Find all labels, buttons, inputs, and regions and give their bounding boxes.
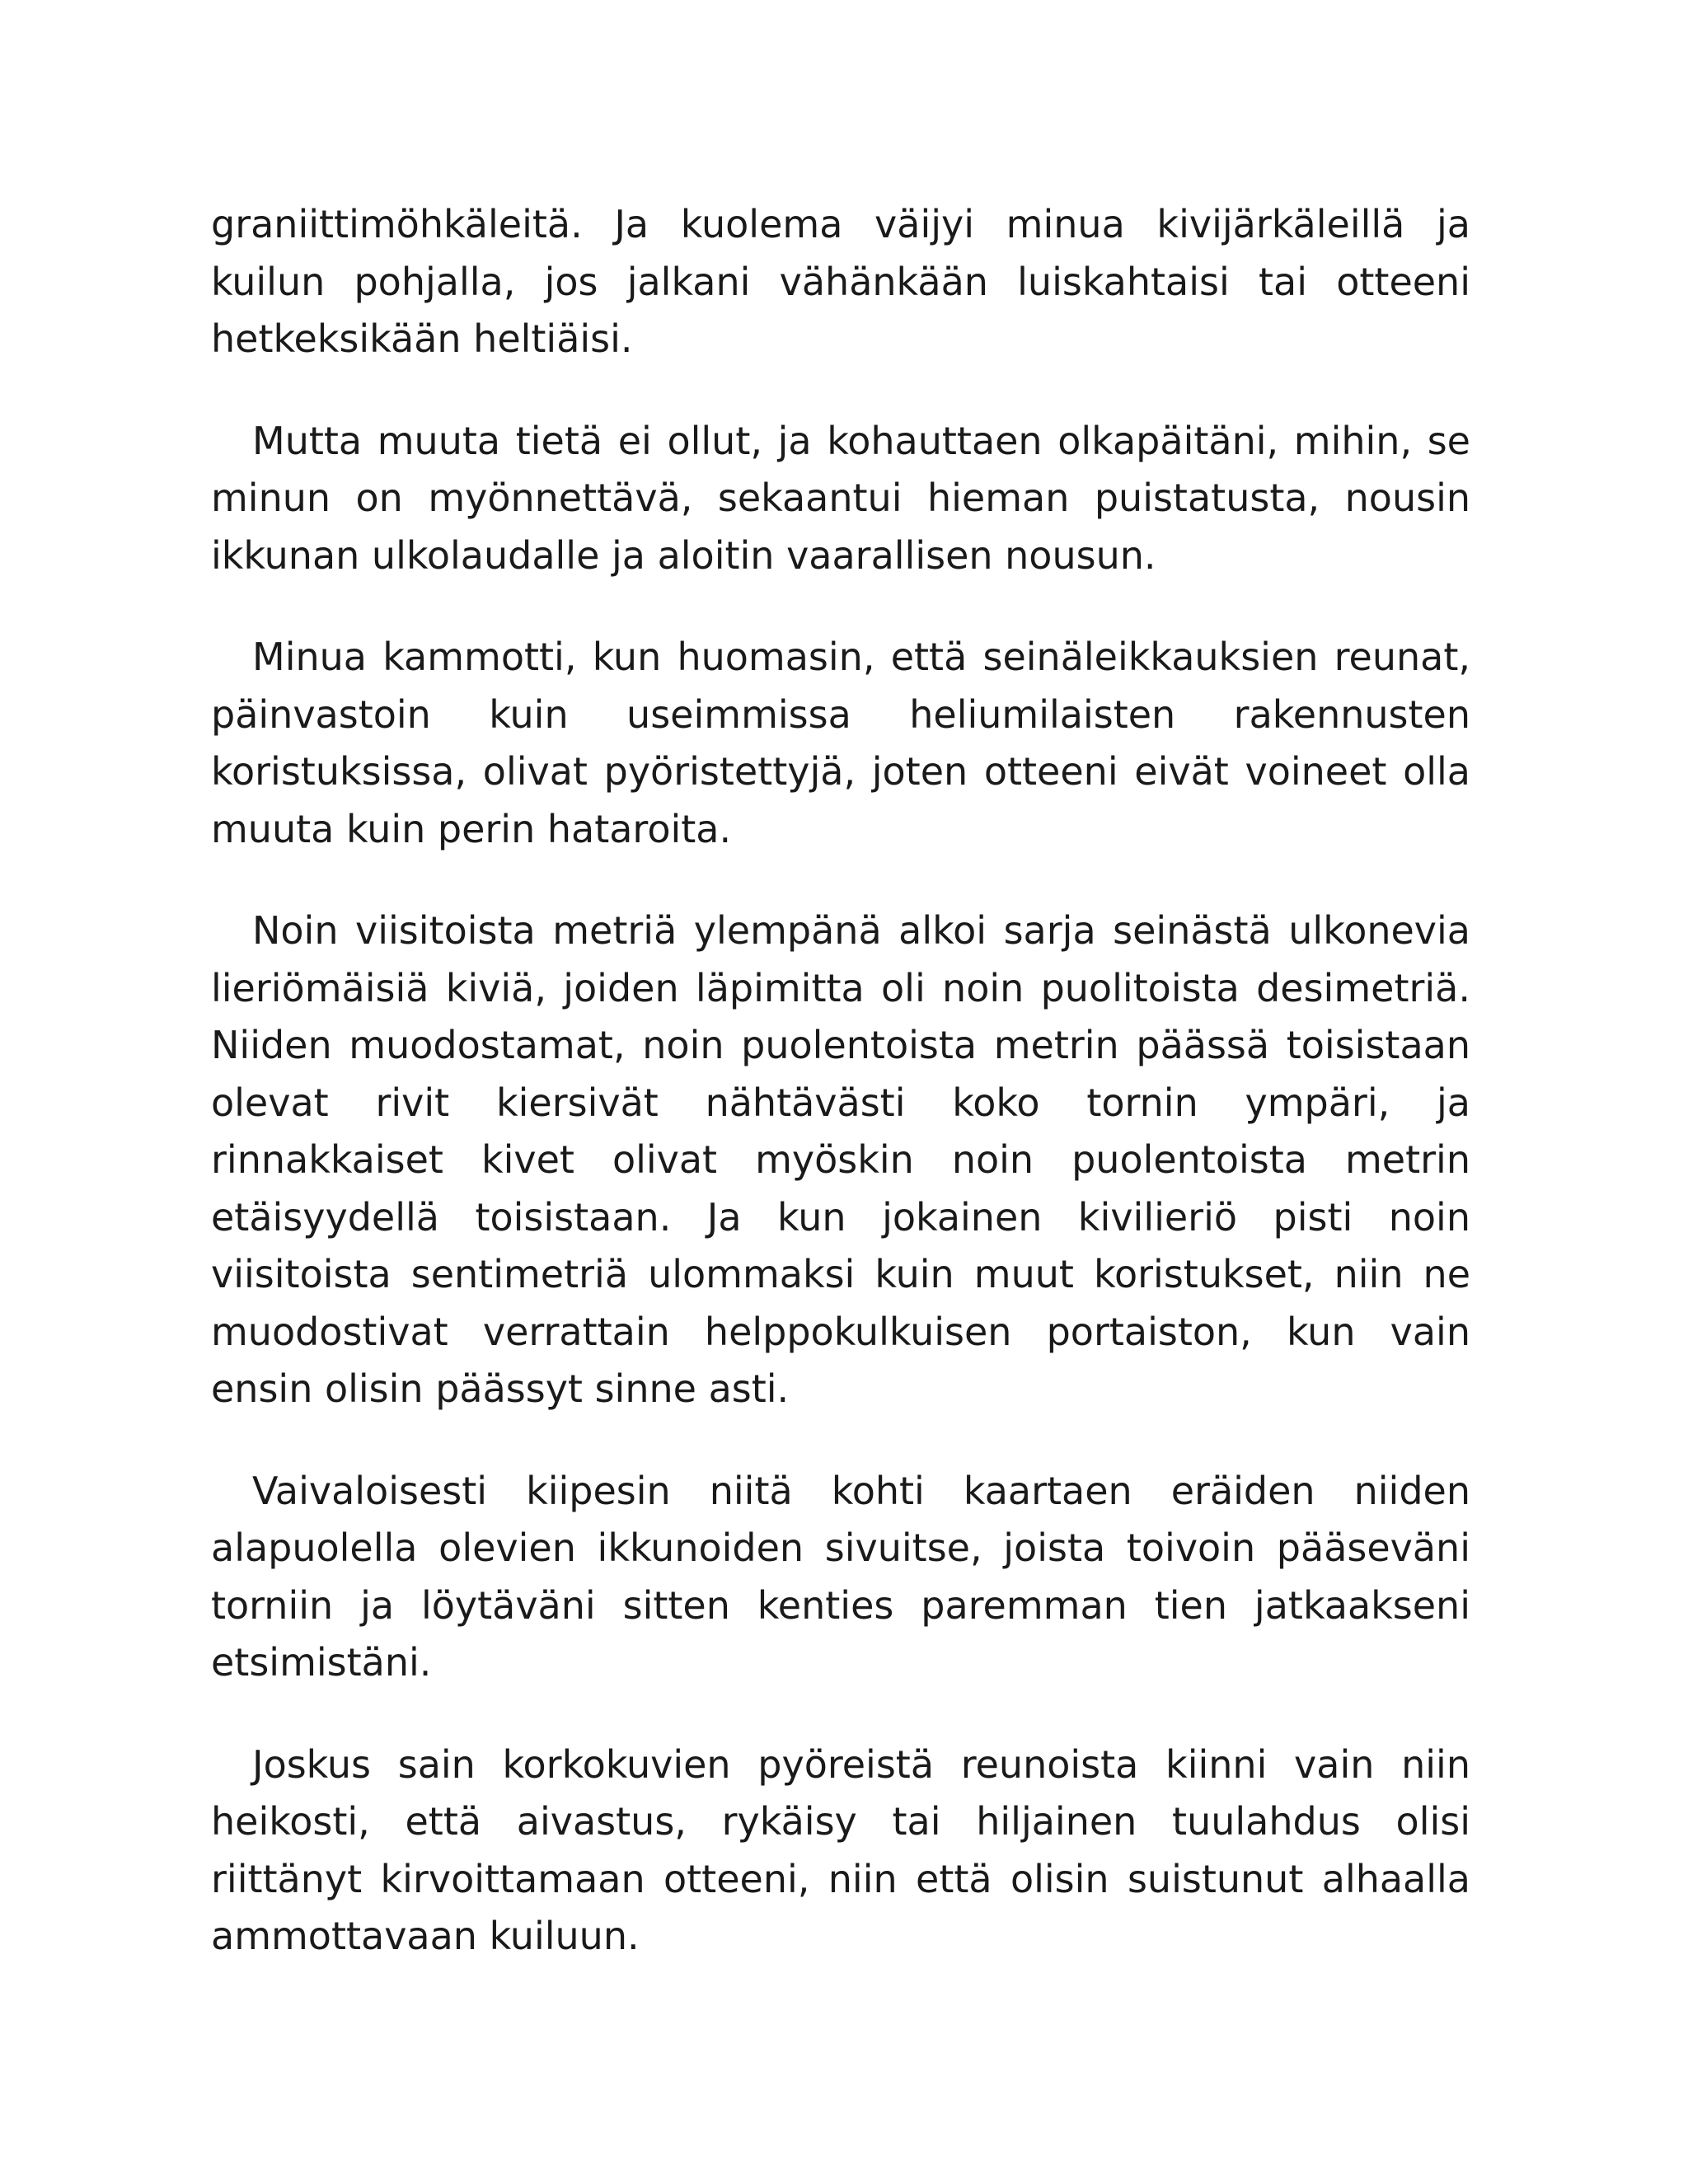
paragraph-continued: graniittimöhkäleitä. Ja kuolema väijyi minua kivijärkäleillä ja kuilun pohjalla, jos jalkani vähänkään luiskahtaisi tai otteeni hetkeksikään heltiäisi.	[211, 202, 1470, 361]
paragraph: Minua kammotti, kun huomasin, että seinäleikkauksien reunat, päinvastoin kuin useimmissa heliumilaisten rakennusten koristuksissa, olivat pyöristettyjä, joten otteeni eivät voineet olla muuta kuin perin hataroita.	[211, 635, 1470, 851]
paragraph: Noin viisitoista metriä ylempänä alkoi sarja seinästä ulkonevia lieriömäisiä kiviä, joiden läpimitta oli noin puolitoista desimetriä. Niiden muodostamat, noin puolentoista metrin päässä toisistaan olevat rivit kiersivät nähtävästi koko tornin ympäri, ja rinnakkaiset kivet olivat myöskin noin puolentoista metrin etäisyydellä toisistaan. Ja kun jokainen kivilieriö pisti noin viisitoista sentimetriä ulommaksi kuin muut koristukset, niin ne muodostivat verrattain helppokulkuisen portaiston, kun vain ensin olisin päässyt sinne asti.	[211, 908, 1470, 1411]
paragraph: Vaivaloisesti kiipesin niitä kohti kaartaen eräiden niiden alapuolella olevien ikkunoiden sivuitse, joista toivoin pääseväni torniin ja löytäväni sitten kenties paremman tien jatkaakseni etsimistäni.	[211, 1468, 1470, 1685]
paragraph: Mutta muuta tietä ei ollut, ja kohauttaen olkapäitäni, mihin, se minun on myönnettävä, sekaantui hieman puistatusta, nousin ikkunan ulkolaudalle ja aloitin vaarallisen nousun.	[211, 418, 1470, 578]
document-page	[211, 196, 1470, 2010]
paragraph: Joskus sain korkokuvien pyöreistä reunoista kiinni vain niin heikosti, että aivastus, rykäisy tai hiljainen tuulahdus olisi riittänyt kirvoittamaan otteeni, niin että olisin suistunut alhaalla ammottavaan kuiluun.	[211, 1741, 1470, 1958]
